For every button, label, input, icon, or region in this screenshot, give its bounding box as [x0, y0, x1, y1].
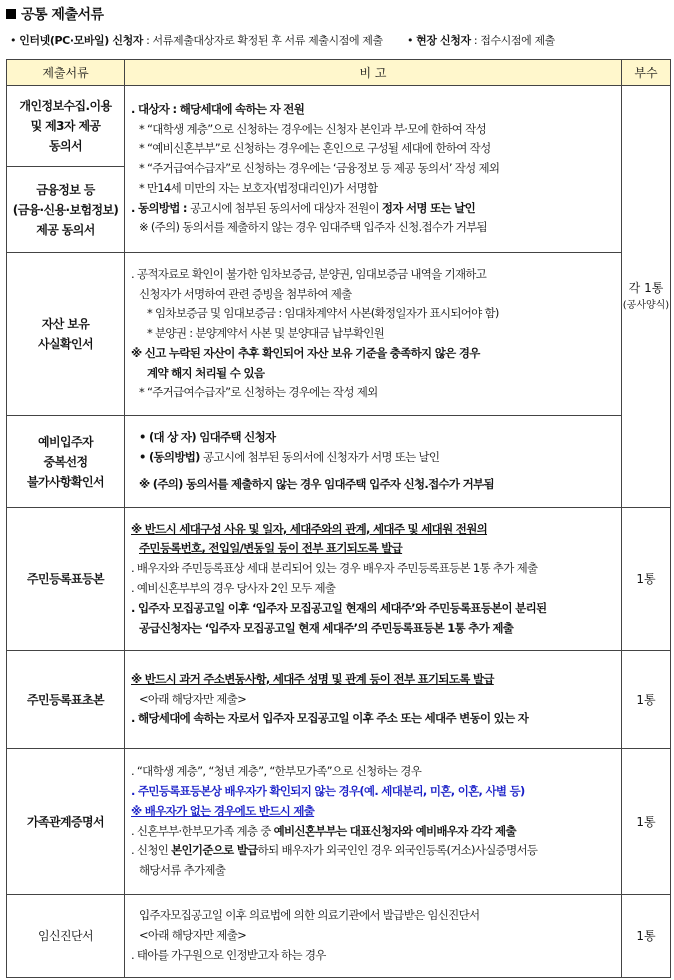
section-title-text: 공통 제출서류	[21, 7, 104, 23]
onsite-text: : 접수시점에 제출	[470, 34, 555, 47]
remarks-duplicate-selection: • (대 상 자) 임대주택 신청자 • (동의방법) 공고시에 첨부된 동의서에 신청자가 서명 또는 날인 ※ (주의) 동의서를 제출하지 않는 경우 임대주택 입주자 신청.접수가 거부됨	[125, 416, 622, 508]
doc-privacy-consent: 개인정보수집.이용 및 제3자 제공 동의서	[7, 86, 125, 167]
doc-resident-registration-copy: 주민등록표등본	[7, 508, 125, 651]
copies-resident-abstract: 1통	[622, 651, 671, 749]
table-row	[7, 508, 671, 651]
doc-finance-consent: 금융정보 등 (금융·신용·보험정보) 제공 동의서	[7, 167, 125, 253]
square-bullet-icon	[6, 9, 16, 19]
table-row	[7, 253, 671, 416]
copies-resident-registration: 1통	[622, 508, 671, 651]
copies-family-relation: 1통	[622, 749, 671, 895]
table-header-row	[7, 60, 671, 86]
header-copies: 부수	[622, 60, 671, 86]
remarks-consent: . 대상자 : 해당세대에 속하는 자 전원 * “대학생 계층”으로 신청하는 경우에는 신청자 본인과 부·모에 한하여 작성 * “예비신혼부부”로 신청하는 경우에는 혼인으로 구성될 세대에 한하여 작성 * “주거급여수급자”로 신청하는 경우에는 ‘금융정보 등 제공 동의서’ 작성 제외 * 만14세 미만의 자는 보호자(법정대리인)가 서명함 . 동의방법 : 공고시에 첨부된 동의서에 대상자 전원이 정자 서명 또는 날인 ※ (주의) 동의서를 제출하지 않는 경우 임대주택 입주자 신청.접수가 거부됨	[125, 86, 622, 253]
copies-pregnancy: 1통	[622, 895, 671, 978]
remarks-resident-abstract: ※ 반드시 과거 주소변동사항, 세대주 성명 및 관계 등이 전부 표기되도록 발급 <아래 해당자만 제출> . 해당세대에 속하는 자로서 입주자 모집공고일 이후 주소 또는 세대주 변동이 있는 자	[125, 651, 622, 749]
doc-asset-confirmation: 자산 보유 사실확인서	[7, 253, 125, 416]
table-row	[7, 749, 671, 895]
documents-table	[6, 59, 671, 978]
table-row	[7, 86, 671, 167]
table-row	[7, 651, 671, 749]
table-row	[7, 895, 671, 978]
doc-resident-abstract: 주민등록표초본	[7, 651, 125, 749]
doc-family-relation-certificate: 가족관계증명서	[7, 749, 125, 895]
table-row	[7, 416, 671, 508]
header-remarks: 비 고	[125, 60, 622, 86]
remarks-family-relation: . “대학생 계층”, “청년 계층”, “한부모가족”으로 신청하는 경우 . 주민등록표등본상 배우자가 확인되지 않는 경우(예. 세대분리, 미혼, 이혼, 사별 등) ※ 배우자가 없는 경우에도 반드시 제출 . 신혼부부·한부모가족 계층 중 예비신혼부부는 대표신청자와 예비배우자 각각 제출 . 신청인 본인기준으로 발급하되 배우자가 외국인인 경우 외국인등록(거소)사실증명서등 해당서류 추가제출	[125, 749, 622, 895]
remarks-asset: . 공적자료로 확인이 불가한 임차보증금, 분양권, 임대보증금 내역을 기재하고 신청자가 서명하여 관련 증빙을 첨부하여 제출 * 임차보증금 및 임대보증금 : 임대차계약서 사본(확정일자가 표시되어야 함) * 분양권 : 분양계약서 사본 및 분양대금 납부확인원 ※ 신고 누락된 자산이 추후 확인되어 자산 보유 기준을 충족하지 않은 경우 계약 해지 처리될 수 있음 * “주거급여수급자”로 신청하는 경우에는 작성 제외	[125, 253, 622, 416]
remarks-resident-registration: ※ 반드시 세대구성 사유 및 일자, 세대주와의 관계, 세대주 및 세대원 전원의 주민등록번호, 전입일/변동일 등이 전부 표기되도록 발급 . 배우자와 주민등록표상 세대 분리되어 있는 경우 배우자 주민등록표등본 1통 추가 제출 . 예비신혼부부의 경우 당사자 2인 모두 제출 . 입주자 모집공고일 이후 ‘입주자 모집공고일 현재의 세대주’와 주민등록표등본이 분리된 공급신청자는 ‘입주자 모집공고일 현재 세대주’의 주민등록표등본 1통 추가 제출	[125, 508, 622, 651]
header-doc: 제출서류	[7, 60, 125, 86]
remarks-pregnancy: 입주자모집공고일 이후 의료법에 의한 의료기관에서 발급받은 임신진단서 <아래 해당자만 제출> . 태아를 가구원으로 인정받고자 하는 경우	[125, 895, 622, 978]
onsite-label: 현장 신청자	[416, 34, 471, 47]
submission-timing-note: • 인터넷(PC·모바일) 신청자 : 서류제출대상자로 확정된 후 서류 제출시점에 제출 • 현장 신청자 : 접수시점에 제출	[10, 34, 555, 47]
online-text: : 서류제출대상자로 확정된 후 서류 제출시점에 제출	[143, 34, 383, 47]
copies-shared: 각 1통 (공사양식)	[622, 86, 671, 508]
doc-duplicate-selection-check: 예비입주자 중복선정 불가사항확인서	[7, 416, 125, 508]
section-title	[6, 4, 104, 24]
online-label: 인터넷(PC·모바일) 신청자	[19, 34, 144, 47]
doc-pregnancy-certificate: 임신진단서	[7, 895, 125, 978]
